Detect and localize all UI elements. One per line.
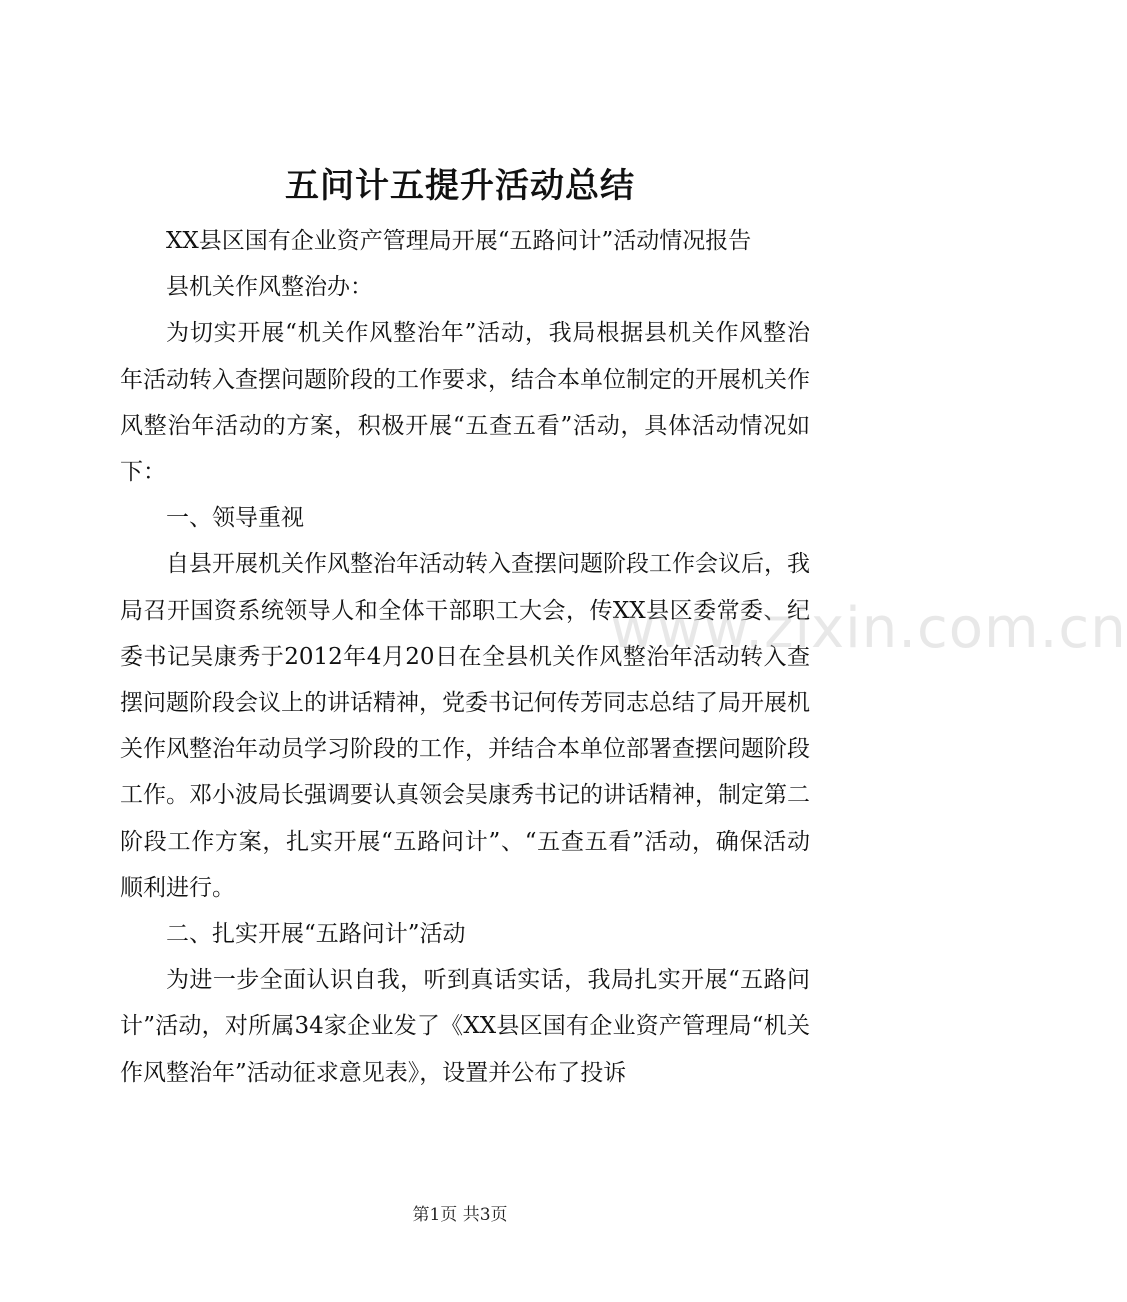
paragraph-section-2: 为进一步全面认识自我，听到真话实话，我局扎实开展“五路问计”活动，对所属34家企业发了《XX县区国有企业资产管理局“机关作风整治年”活动征求意见表》，设置并公布了投诉 (120, 967, 810, 1086)
watermark: www.zixin.com.cn (610, 596, 1127, 661)
paragraph-addressee: 县机关作风整治办： (166, 274, 373, 301)
paragraph-section-1: 自县开展机关作风整治年活动转入查摆问题阶段工作会议后，我局召开国资系统领导人和全体干部职工大会，传XX县区委常委、纪委书记吴康秀于2012年4月20日在全县机关作风整治年活动转入查摆问题阶段会议上的讲话精神，党委书记何传芳同志总结了局开展机关作风整治年动员学习阶段的工作，并结合本单位部署查摆问题阶段工作。邓小波局长强调要认真领会吴康秀书记的讲话精神，制定第二阶段工作方案，扎实开展“五路问计”、“五查五看”活动，确保活动顺利进行。 (120, 551, 810, 901)
paragraph-report-heading: XX县区国有企业资产管理局开展“五路问计”活动情况报告 (166, 228, 752, 254)
document-body (120, 218, 810, 1096)
page-footer: 第1页 共3页 (412, 1205, 508, 1225)
section-heading-1: 一、领导重视 (166, 505, 304, 532)
document-title: 五问计五提升活动总结 (285, 166, 635, 206)
paragraph-intro: 为切实开展“机关作风整治年”活动，我局根据县机关作风整治年活动转入查摆问题阶段的工作要求，结合本单位制定的开展机关作风整治年活动的方案，积极开展“五查五看”活动，具体活动情况如下： (120, 320, 810, 486)
section-heading-2: 二、扎实开展“五路问计”活动 (166, 921, 466, 948)
